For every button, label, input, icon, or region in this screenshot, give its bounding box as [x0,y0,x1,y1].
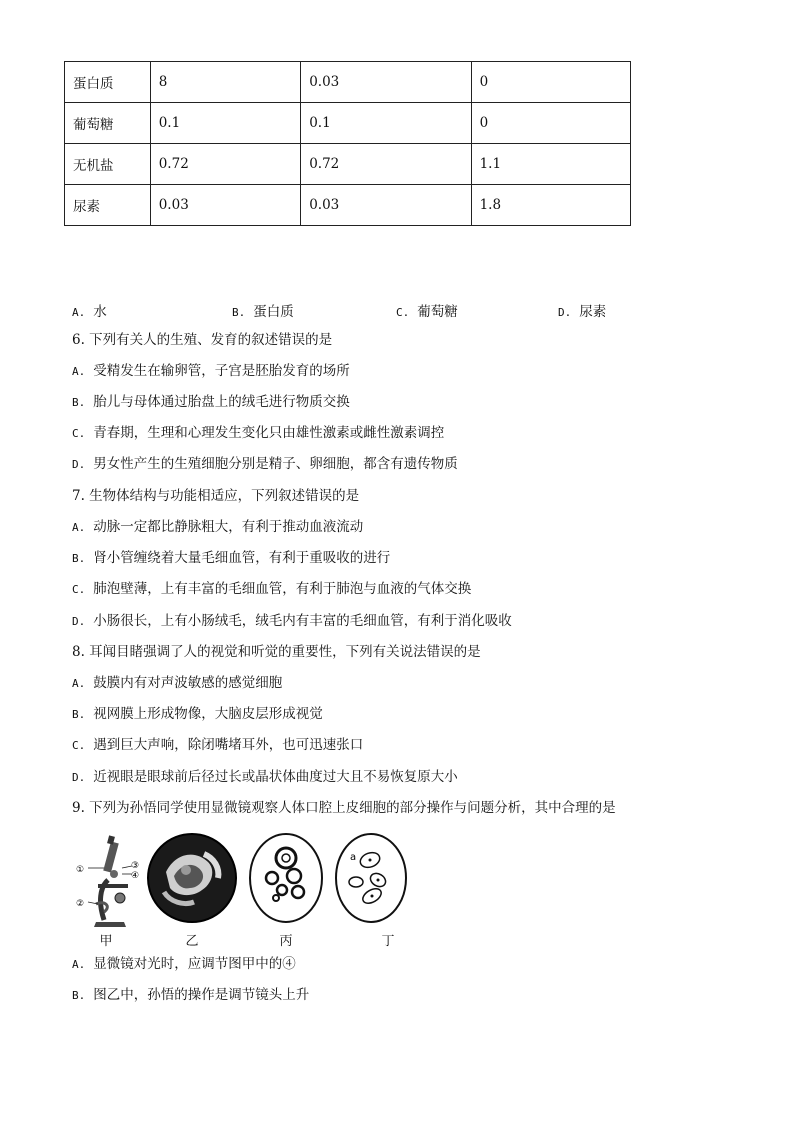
q9-figures [72,832,432,950]
q8-option-a[interactable]: A. 鼓膜内有对声波敏感的感觉细胞 [72,675,283,691]
table-cell: 0.72 [150,144,300,185]
q5-option-a[interactable]: A. 水 [72,304,107,320]
table-cell: 1.1 [471,144,630,185]
table-cell: 0.03 [301,185,471,226]
microscope-mark-3: ③ [131,861,140,871]
table-cell: 0 [471,62,630,103]
table-cell: 0.03 [150,185,300,226]
table-cell: 0.1 [301,103,471,144]
microscope-mark-2: ② [76,899,85,909]
q7-option-d[interactable]: D. 小肠很长，上有小肠绒毛，绒毛内有丰富的毛细血管，有利于消化吸收 [72,613,512,629]
q7-option-a[interactable]: A. 动脉一定都比静脉粗大，有利于推动血液流动 [72,519,364,535]
microscope-mark-1: ① [76,865,85,875]
table-cell: 尿素 [65,185,151,226]
table-cell: 无机盐 [65,144,151,185]
q8-option-d[interactable]: D. 近视眼是眼球前后径过长或晶状体曲度过大且不易恢复原大小 [72,769,458,785]
question-7-stem: 7. 生物体结构与功能相适应，下列叙述错误的是 [72,488,360,504]
q5-option-d[interactable]: D. 尿素 [558,304,607,320]
q8-option-b[interactable]: B. 视网膜上形成物像，大脑皮层形成视觉 [72,706,323,722]
q5-option-b[interactable]: B. 蛋白质 [232,304,294,320]
figure-label-yi: 乙 [185,934,199,949]
table-cell: 0.03 [301,62,471,103]
fig-d-mark: a [350,852,357,863]
q6-option-b[interactable]: B. 胎儿与母体通过胎盘上的绒毛进行物质交换 [72,394,350,410]
question-9-stem: 9. 下列为孙悟同学使用显微镜观察人体口腔上皮细胞的部分操作与问题分析，其中合理的是 [72,800,616,816]
question-6-stem: 6. 下列有关人的生殖、发育的叙述错误的是 [72,332,333,348]
table-cell: 1.8 [471,185,630,226]
q8-option-c[interactable]: C. 遇到巨大声响，除闭嘴堵耳外，也可迅速张口 [72,737,364,753]
question-8-stem: 8. 耳闻目睹强调了人的视觉和听觉的重要性，下列有关说法错误的是 [72,644,481,660]
figure-label-ding: 丁 [381,934,395,949]
q6-option-c[interactable]: C. 青春期，生理和心理发生变化只由雄性激素或雌性激素调控 [72,425,445,441]
q7-option-b[interactable]: B. 肾小管缠绕着大量毛细血管，有利于重吸收的进行 [72,550,391,566]
table-row [65,144,631,185]
figure-label-jia: 甲 [99,934,113,949]
table-row [65,103,631,144]
table-cell: 0.1 [150,103,300,144]
figure-label-bing: 丙 [279,934,293,949]
q6-option-a[interactable]: A. 受精发生在输卵管，子宫是胚胎发育的场所 [72,363,350,379]
q9-option-b[interactable]: B. 图乙中，孙悟的操作是调节镜头上升 [72,987,310,1003]
table-cell: 0 [471,103,630,144]
q5-option-c[interactable]: C. 葡萄糖 [396,304,458,320]
microscope-figure [74,832,144,932]
data-table [64,61,631,226]
table-row [65,185,631,226]
table-cell: 0.72 [301,144,471,185]
table-cell: 8 [150,62,300,103]
table-row [65,62,631,103]
table-cell: 葡萄糖 [65,103,151,144]
table-cell: 蛋白质 [65,62,151,103]
field-of-view-d [334,832,408,924]
field-of-view-b [146,832,238,924]
q9-option-a[interactable]: A. 显微镜对光时，应调节图甲中的④ [72,956,296,972]
q7-option-c[interactable]: C. 肺泡壁薄，上有丰富的毛细血管，有利于肺泡与血液的气体交换 [72,581,472,597]
microscope-mark-4: ④ [131,871,140,881]
field-of-view-c [248,832,324,924]
q6-option-d[interactable]: D. 男女性产生的生殖细胞分别是精子、卵细胞，都含有遗传物质 [72,456,458,472]
